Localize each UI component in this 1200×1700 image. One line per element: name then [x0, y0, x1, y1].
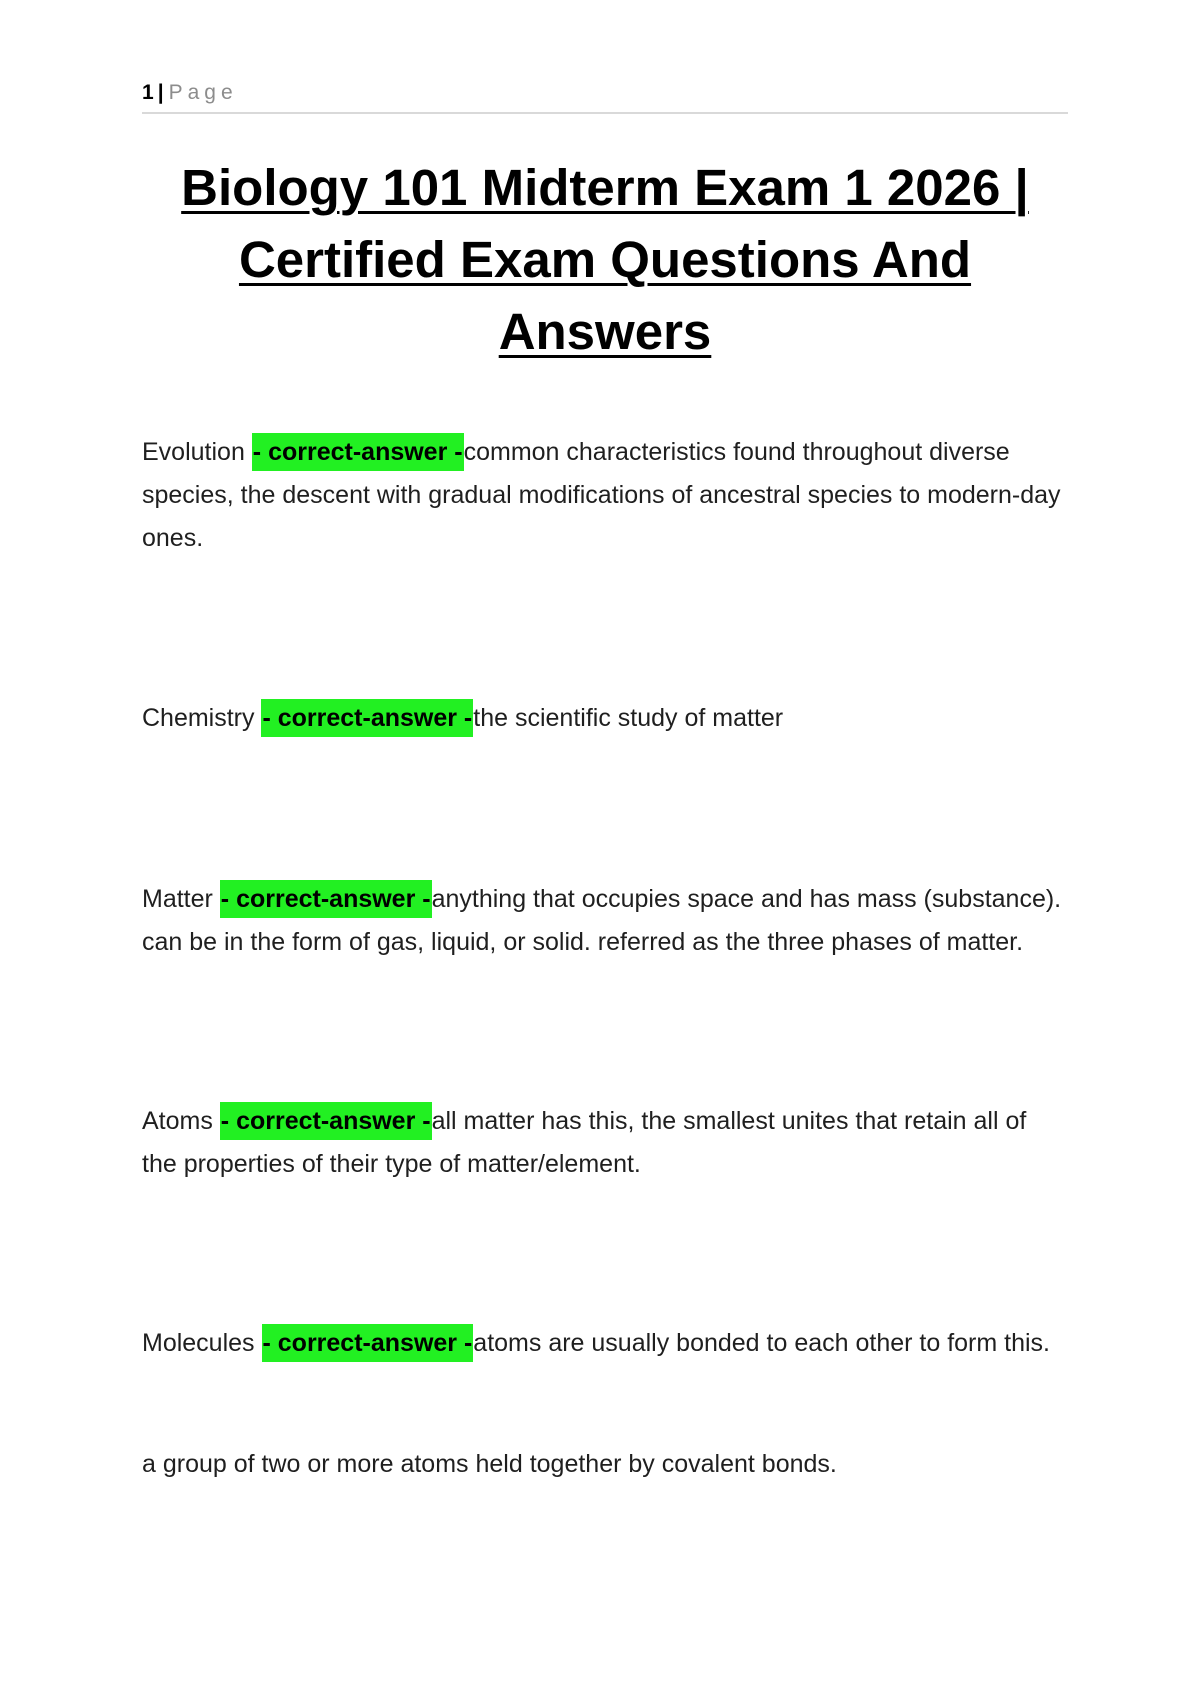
entry-definition: the scientific study of matter [473, 704, 784, 732]
correct-answer-highlight: - correct-answer - [261, 699, 473, 737]
entry-definition: common characteristics found throughout diverse species, the descent with gradual modifications of ancestral species to modern-day ones. [142, 438, 1061, 552]
page-header [142, 80, 1068, 114]
correct-answer-highlight: - correct-answer - [220, 880, 432, 918]
qa-entry-atoms [142, 1100, 1067, 1186]
entry-definition: atoms are usually bonded to each other to form this. [473, 1329, 1051, 1357]
title-line-2: Certified Exam Questions And Answers [238, 231, 972, 360]
correct-answer-highlight: - correct-answer - [220, 1102, 432, 1140]
correct-answer-highlight: - correct-answer - [252, 433, 464, 471]
qa-entry-molecules [142, 1322, 1067, 1365]
correct-answer-highlight: - correct-answer - [262, 1324, 474, 1362]
qa-entry-matter [142, 878, 1067, 964]
entry-term: Matter [142, 885, 220, 913]
molecules-definition-continuation: a group of two or more atoms held together by covalent bonds. [142, 1450, 837, 1478]
entry-term: Evolution [142, 438, 252, 466]
qa-entry-evolution [142, 431, 1067, 560]
entry-term: Chemistry [142, 704, 262, 732]
entry-term: Molecules [142, 1329, 262, 1357]
document-title [140, 152, 1070, 368]
entry-term: Atoms [142, 1107, 220, 1135]
entry-definition: all matter has this, the smallest unites that retain all of the properties of their type of matter/element. [142, 1107, 1027, 1178]
page-number: 1 [142, 81, 154, 104]
page-separator: | [157, 81, 164, 104]
entry-definition: anything that occupies space and has mass (substance). can be in the form of gas, liquid, or solid. referred as the three phases of matter. [142, 885, 1062, 956]
title-line-1: Biology 101 Midterm Exam 1 2026 | [181, 159, 1029, 216]
page-label: Page [168, 81, 238, 104]
qa-entry-chemistry [142, 697, 1067, 740]
